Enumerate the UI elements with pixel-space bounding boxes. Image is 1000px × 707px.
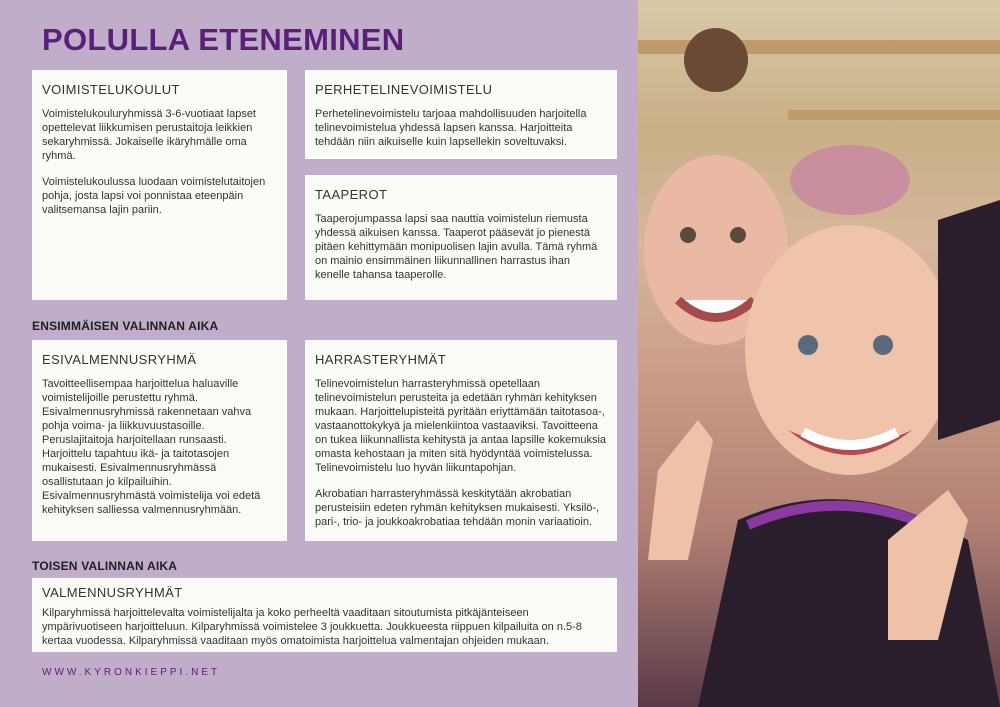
card-text: Tavoitteellisempaa harjoittelua haluaville voimistelijoille perustettu ryhmä. Esivalmennusryhmissä rakennetaan vahva pohja voima- ja liikkuvuustasoille. Peruslajitaitoja harjoitellaan runsaasti. Harjoittelu tapahtuu ikä- ja taitotasojen mukaisesti. Esivalmennusryhmässä osallistutaan jo kilpailuihin. Esivalmennusryhmästä voimistelija voi edetä kehityksen salliessa valmennusryhmään. bbox=[42, 378, 261, 516]
card-text: Perhetelinevoimistelu tarjoaa mahdollisuuden harjoitella telinevoimistelua yhdessä lapsen kanssa. Harjoitteita tehdään niin aikuiselle kuin lapsellekin soveltuvaksi. bbox=[315, 108, 587, 148]
section-heading-first: ENSIMMÄISEN VALINNAN AIKA bbox=[32, 319, 219, 333]
card-heading: TAAPEROT bbox=[315, 187, 388, 202]
card-heading: VOIMISTELUKOULUT bbox=[42, 82, 180, 97]
card-text: Telinevoimistelun harrasteryhmissä opetellaan telinevoimistelun perusteita ja edetään ryhmän kehityksen mukaan. Harjoittelupisteitä pyritään eriyttämään taitotasoa-, vastaanottokykyä ja mielenkiintoa vastaaviksi. Tavoitteena on tukea liikunnallista kehitystä ja antaa lapsille kokemuksia omasta kehostaan ja miten sitä hyödyntää voimistelussa. Telinevoimistelu luo hyvän liikuntapohjan. bbox=[315, 378, 607, 474]
card-text: Taaperojumpassa lapsi saa nauttia voimistelun riemusta yhdessä aikuisen kanssa. Taaperot pääsevät jo pienestä pitäen kehittymään monipuolisen lajin avulla. Tämä ryhmä on mainio ensimmäinen liikunnallinen harrastus ihan kenelle tahansa taaperolle. bbox=[315, 213, 598, 281]
card-text: Voimistelukoulussa luodaan voimistelutaitojen pohja, josta lapsi voi ponnistaa eteenpäin valitsemansa lajin pariin. bbox=[42, 176, 266, 216]
section-heading-second: TOISEN VALINNAN AIKA bbox=[32, 559, 178, 573]
website-link[interactable]: WWW.KYRONKIEPPI.NET bbox=[42, 667, 221, 678]
page-title: POLULLA ETENEMINEN bbox=[42, 22, 405, 57]
card-valmennusryhmat bbox=[32, 578, 617, 652]
card-heading: HARRASTERYHMÄT bbox=[315, 352, 447, 367]
card-esivalmennusryhma bbox=[32, 340, 287, 541]
card-heading: PERHETELINEVOIMISTELU bbox=[315, 82, 493, 97]
photo-illustration bbox=[638, 0, 1000, 707]
card-text: Akrobatian harrasteryhmässä keskitytään akrobatian perusteisiin edeten ryhmän kehityksen mukaisesti. Yksilö-, pari-, trio- ja joukkoakrobatiaa tehdään monin variaatioin. bbox=[315, 488, 600, 528]
card-harrasteryhmat bbox=[305, 340, 617, 541]
card-taaperot bbox=[305, 175, 617, 300]
card-heading: VALMENNUSRYHMÄT bbox=[42, 585, 183, 600]
card-perhetelinevoimistelu bbox=[305, 70, 617, 159]
children-photo bbox=[638, 0, 1000, 707]
card-text: Kilparyhmissä harjoittelevalta voimistelijalta ja koko perheeltä vaaditaan sitoutumista pitkäjänteiseen ympärivuotiseen harjoitteluun. Kilparyhmissä voimistelee 3 joukkuetta. Joukkueesta riippuen kilpailuita on n.5-8 kertaa vuodessa. Kilparyhmissä vaaditaan myös omatoimista harjoittelua valmentajan ohjeiden mukaan. bbox=[42, 607, 582, 647]
card-text: Voimistelukouluryhmissä 3-6-vuotiaat lapset opettelevat liikkumisen perustaitoja leikkien sekaryhmissä. Jokaiselle ikäryhmälle oma ryhmä. bbox=[42, 108, 256, 162]
card-voimistelukoulut bbox=[32, 70, 287, 300]
card-heading: ESIVALMENNUSRYHMÄ bbox=[42, 352, 197, 367]
